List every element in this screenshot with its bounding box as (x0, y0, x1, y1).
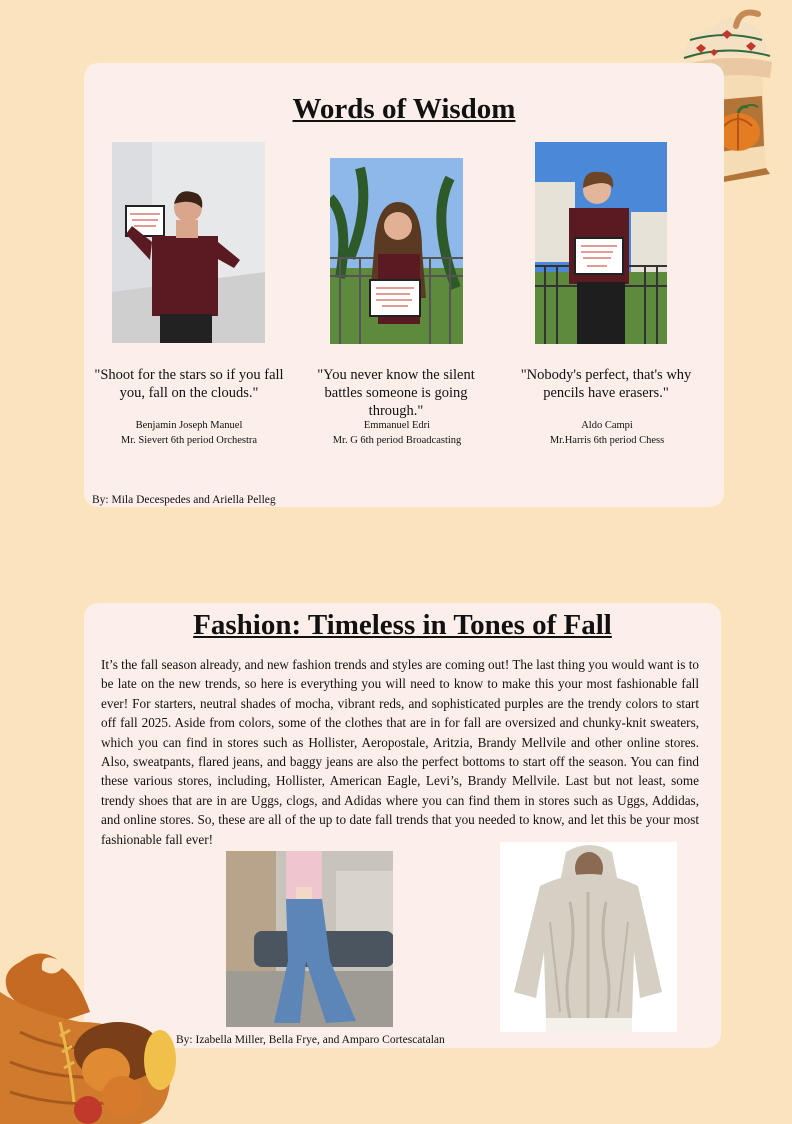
student-photo-benjamin (112, 142, 265, 343)
student-name: Aldo Campi (581, 420, 633, 431)
fashion-byline: By: Izabella Miller, Bella Frye, and Amparo Cortescatalan (176, 1034, 445, 1046)
words-of-wisdom-title: Words of Wisdom (292, 93, 516, 125)
student-class: Mr. Sievert 6th period Orchestra (120, 435, 258, 446)
quote-benjamin: "Shoot for the stars so if you fall you, fall on the clouds." (94, 367, 284, 401)
fashion-article-body: It’s the fall season already, and new fashion trends and styles are coming out! The last thing you would want is to be late on the new trends, so here is everything you will need to know to make this your most fashionable fall ever! For starters, neutral shades of mocha, vibrant reds, and sophisticated purples are the trendy colors to start off fall 2025. Aside from colors, some of the clothes that are in for fall are oversized and chunky-knit sweaters, which you can find in stores such as Hollister, Aeropostale, Aritzia, Brandy Mellvile and other online stores. Also, sweatpants, flared jeans, and baggy jeans are also the perfect bottoms to start off the season. You can find these various stores, including, Hollister, American Eagle, Levi’s, Brandy Mellvile. Last but not least, some trendy shoes that are in are Uggs, clogs, and Adidas where you can find them in stores such as Uggs, Addidas, and online stores. So, these are all of the up to date fall trends that you needed to know, and let this be your most fashionable fall ever! (101, 657, 699, 847)
quote-aldo: "Nobody's perfect, that's why pencils have erasers." (520, 367, 692, 401)
words-of-wisdom-section (84, 63, 724, 507)
wisdom-byline: By: Mila Decespedes and Ariella Pelleg (92, 494, 276, 506)
cornucopia-icon (0, 952, 185, 1124)
student-class: Mr. G 6th period Broadcasting (332, 435, 462, 446)
student-name: Emmanuel Edri (363, 420, 431, 431)
cable-knit-sweater-photo (500, 842, 677, 1032)
student-photo-aldo (535, 142, 667, 344)
credit-benjamin (84, 418, 294, 448)
credit-emmanuel (292, 418, 502, 448)
quote-emmanuel: "You never know the silent battles someone is going through." (317, 367, 475, 419)
student-name: Benjamin Joseph Manuel (135, 420, 243, 431)
fashion-title: Fashion: Timeless in Tones of Fall (193, 609, 612, 641)
credit-aldo (502, 418, 712, 448)
flared-jeans-photo (226, 851, 393, 1027)
student-class: Mr.Harris 6th period Chess (549, 435, 665, 446)
student-photo-emmanuel (330, 158, 463, 344)
